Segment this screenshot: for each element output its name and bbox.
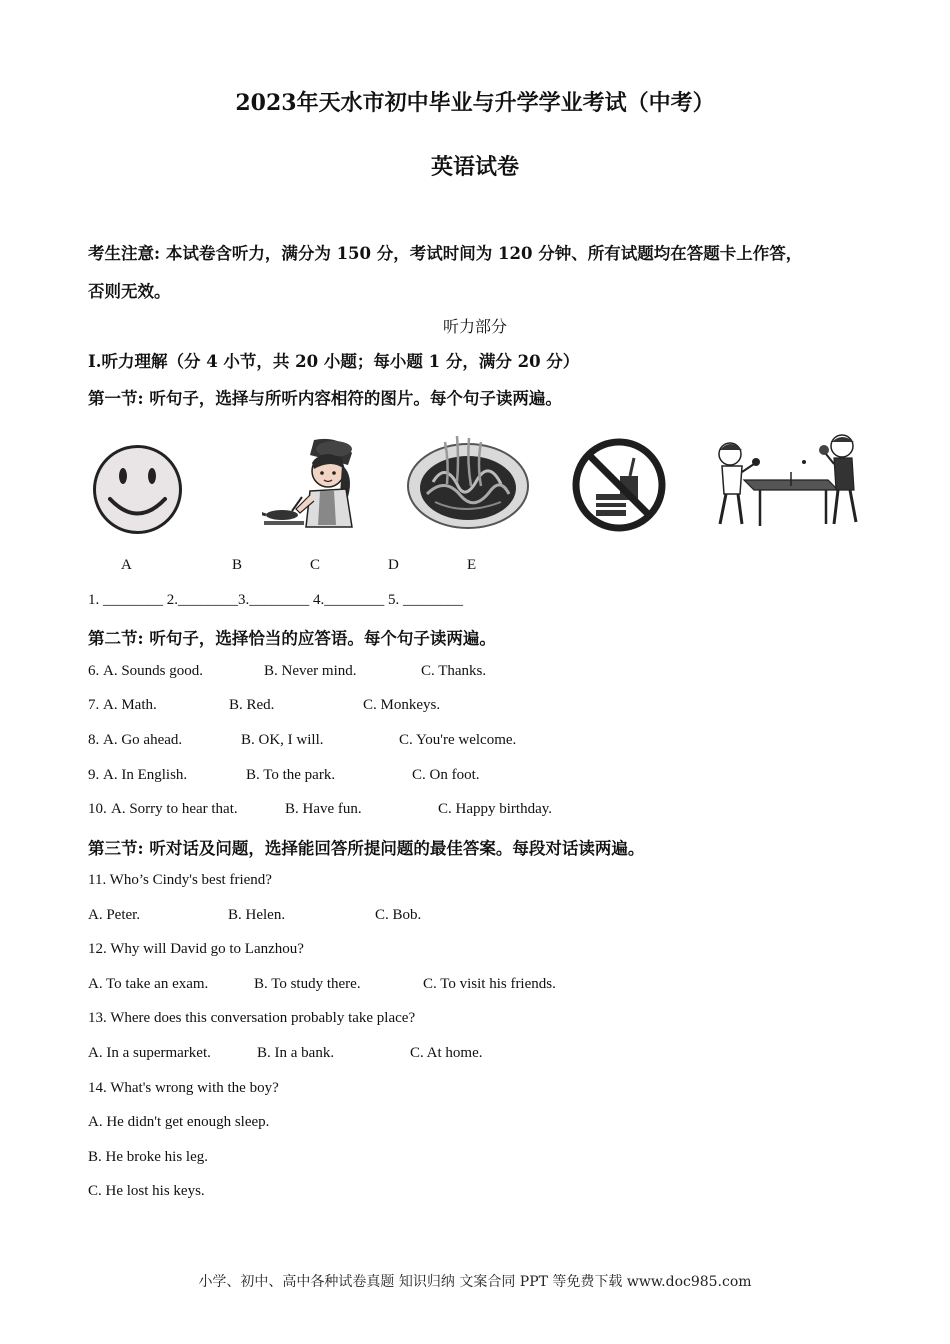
q8-option-c: C. You're welcome. <box>399 732 517 748</box>
answer-blanks-1-5: 1. ________ 2.________3.________ 4.________ 5. ________ <box>88 592 463 608</box>
q7-option-b: B. Red. <box>229 697 275 713</box>
q13-option-b: B. In a bank. <box>257 1045 335 1061</box>
exam-title: 2023年天水市初中毕业与升学学业考试（中考） <box>235 90 715 116</box>
picture-label-a: A <box>121 557 132 573</box>
smiley-face-icon <box>90 442 185 537</box>
exam-subtitle: 英语试卷 <box>430 154 519 180</box>
picture-label-c: C <box>310 557 321 573</box>
q8-number: 8. <box>88 732 100 748</box>
no-food-drink-sign-icon <box>570 436 668 534</box>
q12-option-b: B. To study there. <box>254 976 361 992</box>
q10-number: 10. <box>88 801 107 817</box>
q6-option-b: B. Never mind. <box>264 663 357 679</box>
section2-instruction: 第二节: 听句子，选择恰当的应答语。每个句子读两遍。 <box>88 629 496 648</box>
q10-option-a: A. Sorry to hear that. <box>111 801 238 817</box>
notice-line-1: 考生注意: 本试卷含听力，满分为 150 分，考试时间为 120 分钟、所有试题均在答题卡上作答， <box>88 244 803 263</box>
q6-option-a: A. Sounds good. <box>103 663 204 679</box>
q11-option-b: B. Helen. <box>228 907 286 923</box>
section3-instruction: 第三节: 听对话及问题，选择能回答所提问题的最佳答案。每段对话读两遍。 <box>88 839 645 858</box>
q7-number: 7. <box>88 697 100 713</box>
question-11: 11. Who’s Cindy's best friend? <box>88 872 272 888</box>
section1-heading: Ⅰ.听力理解（分 4 小节，共 20 小题；每小题 1 分，满分 20 分） <box>88 352 580 371</box>
q7-option-a: A. Math. <box>103 697 157 713</box>
q9-option-c: C. On foot. <box>412 767 480 783</box>
question-12: 12. Why will David go to Lanzhou? <box>88 941 304 957</box>
picture-label-d: D <box>388 557 399 573</box>
q6-number: 6. <box>88 663 100 679</box>
q14-option-a: A. He didn't get enough sleep. <box>88 1114 270 1130</box>
q10-option-c: C. Happy birthday. <box>438 801 553 817</box>
q8-option-b: B. OK, I will. <box>241 732 324 748</box>
q13-option-c: C. At home. <box>410 1045 483 1061</box>
girl-cooking-icon <box>262 435 362 531</box>
notice-line-2: 否则无效。 <box>88 282 171 301</box>
q14-option-b: B. He broke his leg. <box>88 1149 208 1165</box>
part-title: 听力部分 <box>442 319 507 336</box>
q11-option-a: A. Peter. <box>88 907 141 923</box>
page-footer: 小学、初中、高中各种试卷真题 知识归纳 文案合同 PPT 等免费下载 www.doc985.com <box>198 1274 752 1290</box>
q11-option-c: C. Bob. <box>375 907 422 923</box>
q9-number: 9. <box>88 767 100 783</box>
q14-option-c: C. He lost his keys. <box>88 1183 205 1199</box>
section1-instruction: 第一节: 听句子，选择与所听内容相符的图片。每个句子读两遍。 <box>88 389 562 408</box>
picture-label-b: B <box>232 557 243 573</box>
q12-option-a: A. To take an exam. <box>88 976 209 992</box>
table-tennis-players-icon <box>708 428 866 532</box>
q12-option-c: C. To visit his friends. <box>423 976 556 992</box>
q10-option-b: B. Have fun. <box>285 801 362 817</box>
q7-option-c: C. Monkeys. <box>363 697 441 713</box>
q9-option-b: B. To the park. <box>246 767 336 783</box>
question-13: 13. Where does this conversation probably take place? <box>88 1010 416 1026</box>
picture-label-e: E <box>467 557 477 573</box>
noodles-bowl-icon <box>405 432 531 532</box>
q13-option-a: A. In a supermarket. <box>88 1045 211 1061</box>
q8-option-a: A. Go ahead. <box>103 732 183 748</box>
q9-option-a: A. In English. <box>103 767 188 783</box>
question-14: 14. What's wrong with the boy? <box>88 1080 279 1096</box>
q6-option-c: C. Thanks. <box>421 663 487 679</box>
